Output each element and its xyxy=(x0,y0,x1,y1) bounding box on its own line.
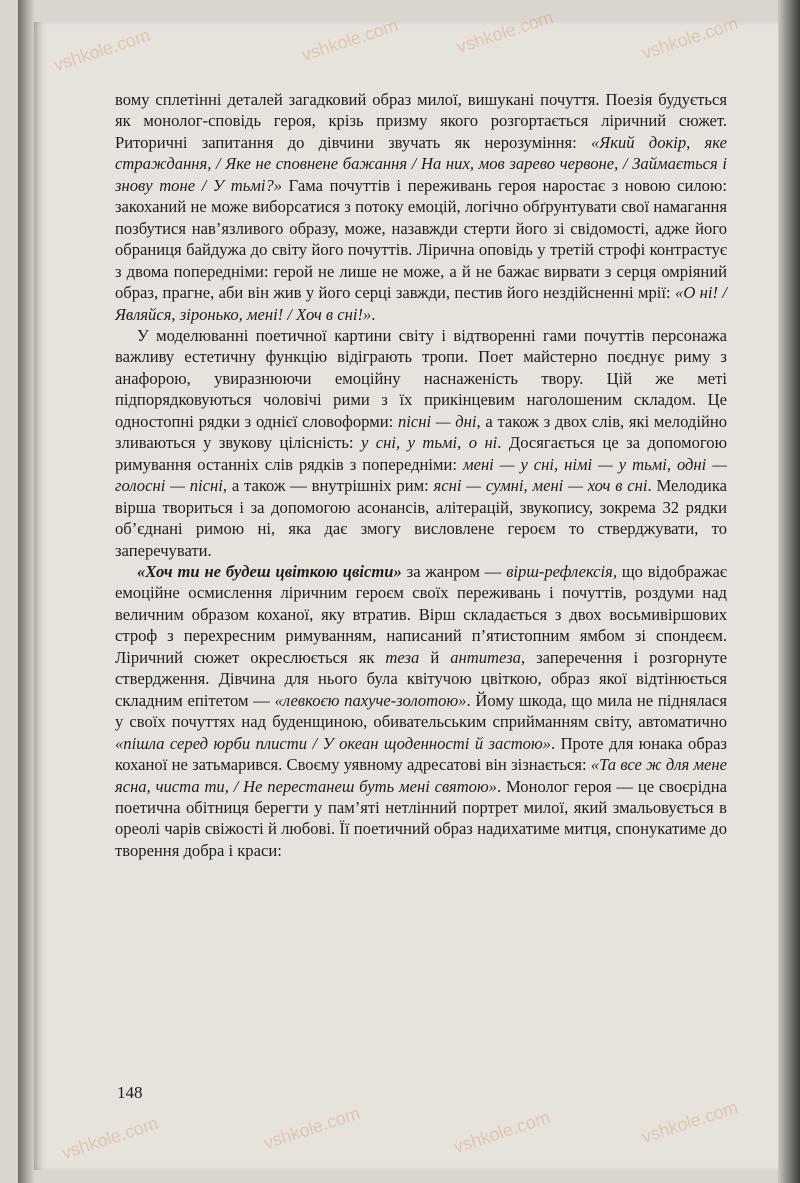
watermark: vshkole.com xyxy=(59,1113,161,1163)
watermark: vshkole.com xyxy=(454,7,556,57)
italic-run: теза xyxy=(385,647,420,667)
text-run: за жанром — xyxy=(401,561,507,581)
italic-run: ясні — сумні, мені — хоч в сні xyxy=(433,476,648,496)
text-run: . Мелодика вірша твориться і за допомогою асонансів, алітерацій, звукопису, зокрема 32 рядки об’єднані римою ні, яка дає змогу висловлене героєм то стверджувати, то заперечувати. xyxy=(115,476,727,560)
page-number: 148 xyxy=(117,1083,143,1102)
italic-run: «пішла серед юрби плисти / У океан щоденності й застою» xyxy=(115,733,551,753)
italic-run: «левкоєю пахуче-золотою» xyxy=(274,690,467,710)
text-run: . xyxy=(371,304,376,324)
text-run: й xyxy=(419,647,451,667)
watermark: vshkole.com xyxy=(639,13,741,63)
italic-run: у сні, у тьмі, о ні xyxy=(360,433,498,453)
watermark: vshkole.com xyxy=(51,25,153,75)
text-run: . Йому шкода, що мила не піднялася у своїх почуттях над буденщиною, обивательським сприйманням світу, автоматично xyxy=(115,690,727,732)
text-run: вому сплетінні деталей загадковий образ милої, вишукані почуття. Поезія будується як монолог-сповідь героя, крізь призму якого розгортається ліричний сюжет. Риторичні запитання до дівчини звучать як нерозуміння: xyxy=(115,90,727,152)
watermark: vshkole.com xyxy=(299,15,401,65)
italic-run: «Та все ж для мене ясна, чиста ти, / Не перестанеш буть мені святою» xyxy=(115,755,727,796)
italic-run: «Який докір, яке страждання, / Яке не сповнене бажання / На них, мов зарево червоне, / Займається і знову тоне / У тьмі?» xyxy=(115,132,727,195)
body-text xyxy=(115,89,727,861)
italic-run: мені — у сні, німі — у тьмі, одні — голосні — пісні xyxy=(115,454,727,496)
italic-run: пісні — дні xyxy=(397,411,477,431)
text-run: У моделюванні поетичної картини світу і відтворенні гами почуттів персонажа важливу естетичну функцію відіграють тропи. Поет майстерно поєднує риму з анафорою, увиразнюючи емоційну наснаженість твору. Цій же меті підпорядковуються чоловічі рими з їх прикінцевим наголошеним складом. Це одностопні рядки з однієї словоформи: xyxy=(115,325,727,431)
italic-run: вірш-рефлексія xyxy=(506,561,613,581)
text-run: , що відображає емоційне осмислення ліричним героєм своїх переживань і почуттів, роздуми над величним образом коханої, яку втратив. Вірш складається з двох восьмивіршових строф з перехресним римуванням, написаний п’ятистопним ямбом зі спондеєм. Ліричний сюжет окреслюється як xyxy=(115,561,727,667)
page-edge-shadow xyxy=(778,0,800,1183)
watermark: vshkole.com xyxy=(261,1103,363,1153)
text-run: . Монолог героя — це своєрідна поетична обітниця берегти у пам’яті нетлінний портрет милої, який змальовується в ореолі чарів свіжості й любові. Її поетичний образ надихатиме митця, спонукатиме до творення добра і краси: xyxy=(115,776,727,860)
text-run: . Досягається це за допомогою римування останніх слів рядків з попередніми: xyxy=(115,433,727,474)
watermark: vshkole.com xyxy=(639,1097,741,1147)
italic-run: антитеза xyxy=(450,647,521,667)
watermark: vshkole.com xyxy=(451,1107,553,1157)
paragraph-3 xyxy=(115,561,727,861)
text-run: Гама почуттів і переживань героя наростає з новою силою: закоханий не може виборсатися з потоку емоцій, логічно обґрунтувати свої намагання позбутися нав’язливого образу, може, назавжди стерти його зі свідомості, адже його обраниця байдужа до світу його почуттів. Лірична оповідь у третій строфі контрастує з двома попередніми: герой не лише не може, а й не бажає вирвати з серця омріяний образ, прагне, аби він жив у його серці завжди, пестив його нездійсненні мрії: xyxy=(115,175,727,303)
italic-run: «О ні! / Являйся, зіронько, мені! / Хоч в сні!» xyxy=(115,283,728,324)
text-run: , заперечення і розгорнуте ствердження. Дівчина для нього була квітучою цвіткою, образ якої відтінюється складним епітетом — xyxy=(115,647,727,710)
text-run: , а також з двох слів, які мелодійно зливаються у звукову цілісність: xyxy=(115,411,728,453)
text-run: , а також — внутрішніх рим: xyxy=(222,476,434,496)
paragraph-1 xyxy=(115,89,727,325)
text-run: . Проте для юнака образ коханої не затьмарився. Своєму уявному адресатові він зізнається: xyxy=(115,733,727,775)
paragraph-2 xyxy=(115,325,727,561)
italic-run: «Хоч ти не будеш цвіткою цвісти» xyxy=(137,561,402,581)
